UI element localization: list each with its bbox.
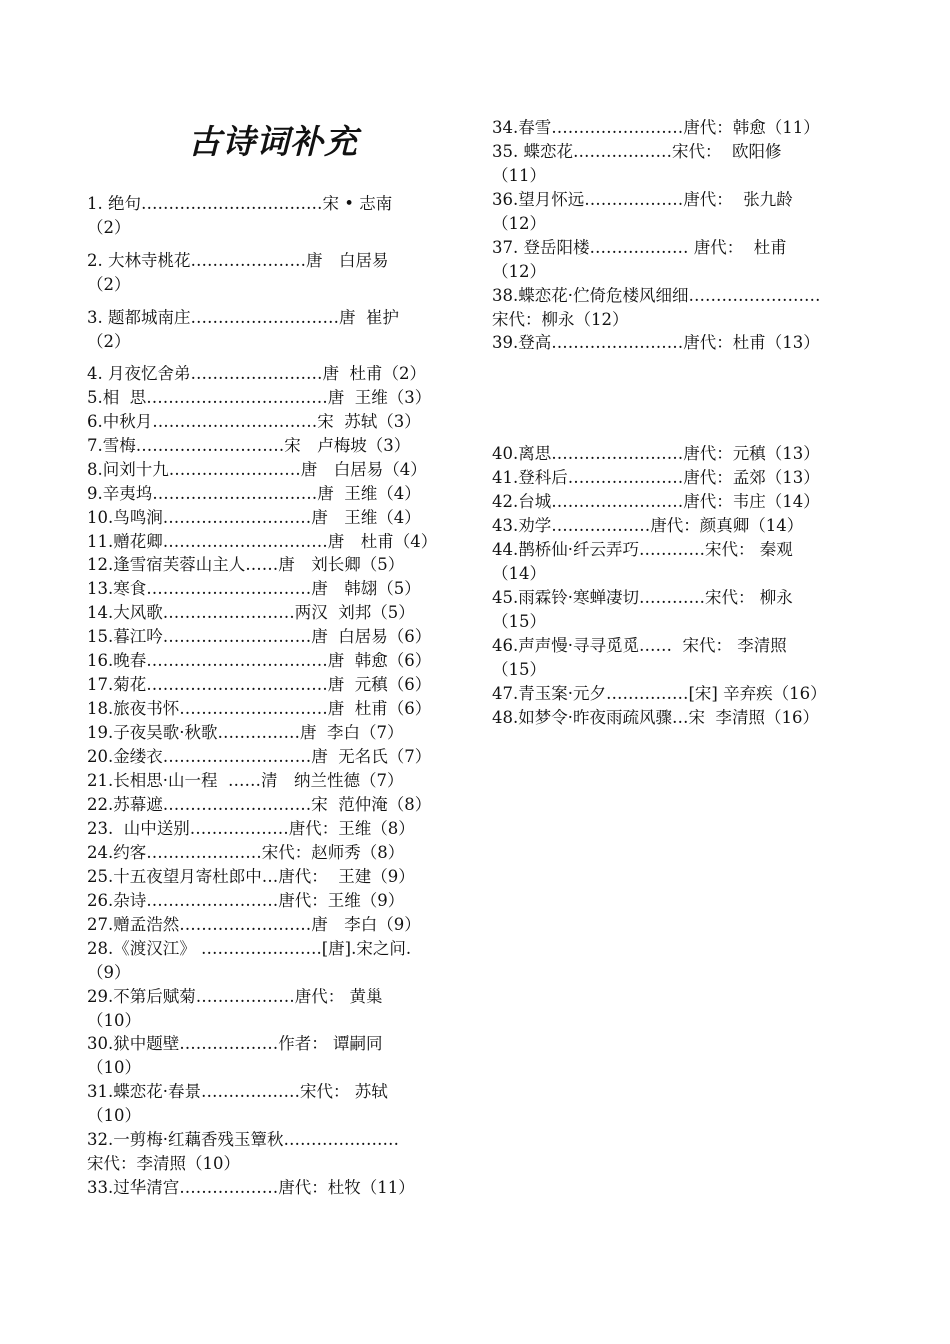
poem-entry <box>87 913 421 937</box>
poem-entry-text: 9.辛夷坞…………………………唐 王维（4） <box>87 484 421 503</box>
poem-entry <box>87 192 392 240</box>
poem-entry-continuation: （2） <box>87 218 131 237</box>
poem-entry-continuation: 宋代：柳永（12） <box>492 310 629 329</box>
poem-entry <box>492 514 803 538</box>
poem-entry-text: 38.蝶恋花·伫倚危楼风细细…………………… <box>492 286 821 305</box>
poem-entry-text: 15.暮江吟………………………唐 白居易（6） <box>87 627 432 646</box>
poem-entry <box>87 1176 415 1200</box>
poem-entry-text: 17.菊花……………………………唐 元稹（6） <box>87 675 432 694</box>
poem-entry-text: 34.春雪……………………唐代：韩愈（11） <box>492 118 820 137</box>
poem-entry-continuation: （10） <box>87 1106 141 1125</box>
poem-entry-text: 39.登高……………………唐代：杜甫（13） <box>492 333 820 352</box>
poem-entry <box>492 284 821 332</box>
poem-entry-text: 14.大风歌……………………两汉 刘邦（5） <box>87 603 415 622</box>
poem-entry <box>492 634 787 682</box>
poem-entry-text: 47.青玉案·元夕……………[宋] 辛弃疾（16） <box>492 684 827 703</box>
poem-entry <box>87 841 404 865</box>
page-title: 古诗词补充 <box>188 122 358 161</box>
poem-entry-text: 1. 绝句……………………………宋 • 志南 <box>87 194 393 213</box>
poem-entry <box>492 188 793 236</box>
poem-entry <box>87 386 431 410</box>
poem-entry <box>87 745 431 769</box>
poem-entry-text: 21.长相思·山一程 ……清 纳兰性德（7） <box>87 771 404 790</box>
poem-entry-continuation: （9） <box>87 963 131 982</box>
poem-entry <box>87 306 399 354</box>
poem-entry-text: 2. 大林寺桃花…………………唐 白居易 <box>87 251 389 270</box>
poem-entry <box>87 697 431 721</box>
poem-entry <box>87 985 383 1033</box>
poem-entry <box>87 249 389 297</box>
poem-entry-continuation: （2） <box>87 332 131 351</box>
poem-entry <box>87 1032 383 1080</box>
poem-entry <box>87 553 404 577</box>
poem-entry-text: 30.狱中题壁………………作者： 谭嗣同 <box>87 1034 383 1053</box>
poem-entry-text: 40.离思……………………唐代：元稹（13） <box>492 444 820 463</box>
poem-entry <box>87 865 415 889</box>
poem-entry <box>87 793 431 817</box>
poem-entry-text: 6.中秋月…………………………宋 苏轼（3） <box>87 412 421 431</box>
poem-entry <box>87 506 421 530</box>
poem-entry-text: 23. 山中送别………………唐代：王维（8） <box>87 819 415 838</box>
poem-entry-continuation: （10） <box>87 1011 141 1030</box>
poem-entry-text: 37. 登岳阳楼……………… 唐代： 杜甫 <box>492 238 787 257</box>
poem-entry-text: 35. 蝶恋花………………宋代： 欧阳修 <box>492 142 782 161</box>
poem-entry-text: 41.登科后…………………唐代：孟郊（13） <box>492 468 820 487</box>
poem-entry <box>87 649 431 673</box>
poem-entry-continuation: （15） <box>492 660 546 679</box>
poem-entry-text: 29.不第后赋菊………………唐代： 黄巢 <box>87 987 383 1006</box>
poem-entry-continuation: （12） <box>492 262 546 281</box>
poem-entry-text: 13.寒食…………………………唐 韩翃（5） <box>87 579 421 598</box>
poem-entry-continuation: （2） <box>87 275 131 294</box>
poem-entry-text: 45.雨霖铃·寒蝉凄切…………宋代： 柳永 <box>492 588 793 607</box>
poem-entry <box>87 434 410 458</box>
poem-entry-text: 31.蝶恋花·春景………………宋代： 苏轼 <box>87 1082 388 1101</box>
poem-entry <box>87 673 431 697</box>
poem-entry-text: 4. 月夜忆舍弟……………………唐 杜甫（2） <box>87 364 426 383</box>
poem-entry-text: 43.劝学………………唐代：颜真卿（14） <box>492 516 804 535</box>
poem-entry-text: 26.杂诗……………………唐代：王维（9） <box>87 891 405 910</box>
poem-entry <box>87 1128 399 1176</box>
poem-entry <box>492 466 820 490</box>
poem-entry <box>492 586 793 634</box>
poem-entry-text: 22.苏幕遮………………………宋 范仲淹（8） <box>87 795 432 814</box>
poem-entry <box>492 490 820 514</box>
poem-entry-continuation: 宋代：李清照（10） <box>87 1154 240 1173</box>
poem-entry <box>87 458 427 482</box>
poem-entry <box>87 530 437 554</box>
poem-entry-continuation: （10） <box>87 1058 141 1077</box>
poem-entry-text: 11.赠花卿…………………………唐 杜甫（4） <box>87 532 438 551</box>
poem-entry <box>87 937 411 985</box>
poem-entry <box>87 625 431 649</box>
poem-entry-text: 42.台城……………………唐代：韦庄（14） <box>492 492 820 511</box>
poem-entry-text: 32.一剪梅·红藕香残玉簟秋………………… <box>87 1130 399 1149</box>
poem-entry <box>87 769 403 793</box>
poem-entry-text: 10.鸟鸣涧………………………唐 王维（4） <box>87 508 421 527</box>
poem-entry-continuation: （11） <box>492 166 546 185</box>
poem-entry-text: 12.逢雪宿芙蓉山主人……唐 刘长卿（5） <box>87 555 405 574</box>
poem-entry-text: 18.旅夜书怀………………………唐 杜甫（6） <box>87 699 432 718</box>
poem-entry-text: 5.相 思……………………………唐 王维（3） <box>87 388 432 407</box>
poem-entry <box>492 538 793 586</box>
poem-entry <box>492 331 820 355</box>
poem-entry-text: 24.约客…………………宋代：赵师秀（8） <box>87 843 405 862</box>
poem-entry-text: 20.金缕衣………………………唐 无名氏（7） <box>87 747 432 766</box>
poem-entry <box>492 116 820 140</box>
poem-entry-text: 16.晚春……………………………唐 韩愈（6） <box>87 651 432 670</box>
poem-entry <box>87 889 404 913</box>
poem-entry <box>87 577 421 601</box>
poem-entry-text: 36.望月怀远………………唐代： 张九龄 <box>492 190 793 209</box>
poem-entry-text: 3. 题都城南庄………………………唐 崔护 <box>87 308 399 327</box>
poem-entry <box>492 682 827 706</box>
poem-entry <box>87 482 421 506</box>
poem-entry <box>492 140 781 188</box>
poem-entry-continuation: （15） <box>492 612 546 631</box>
poem-entry-text: 44.鹊桥仙·纤云弄巧…………宋代： 秦观 <box>492 540 793 559</box>
poem-entry-continuation: （14） <box>492 564 546 583</box>
poem-entry-text: 8.问刘十九……………………唐 白居易（4） <box>87 460 427 479</box>
poem-entry-text: 48.如梦令·昨夜雨疏风骤…宋 李清照（16） <box>492 708 819 727</box>
poem-entry <box>492 442 820 466</box>
poem-entry-text: 25.十五夜望月寄杜郎中…唐代： 王建（9） <box>87 867 415 886</box>
poem-entry <box>87 362 426 386</box>
poem-entry-text: 46.声声慢·寻寻觅觅…… 宋代： 李清照 <box>492 636 787 655</box>
poem-entry <box>87 817 415 841</box>
poem-entry <box>87 410 421 434</box>
poem-entry-text: 19.子夜吴歌·秋歌……………唐 李白（7） <box>87 723 404 742</box>
poem-entry-text: 27.赠孟浩然……………………唐 李白（9） <box>87 915 421 934</box>
poem-entry-continuation: （12） <box>492 214 546 233</box>
poem-entry-text: 7.雪梅………………………宋 卢梅坡（3） <box>87 436 411 455</box>
poem-entry <box>87 1080 388 1128</box>
poem-entry <box>87 721 403 745</box>
poem-entry-text: 33.过华清宫………………唐代：杜牧（11） <box>87 1178 415 1197</box>
poem-entry <box>87 601 415 625</box>
poem-entry <box>492 706 819 730</box>
poem-entry <box>492 236 787 284</box>
poem-entry-text: 28.《渡汉江》 ………………….[唐].宋之问. <box>87 939 412 958</box>
